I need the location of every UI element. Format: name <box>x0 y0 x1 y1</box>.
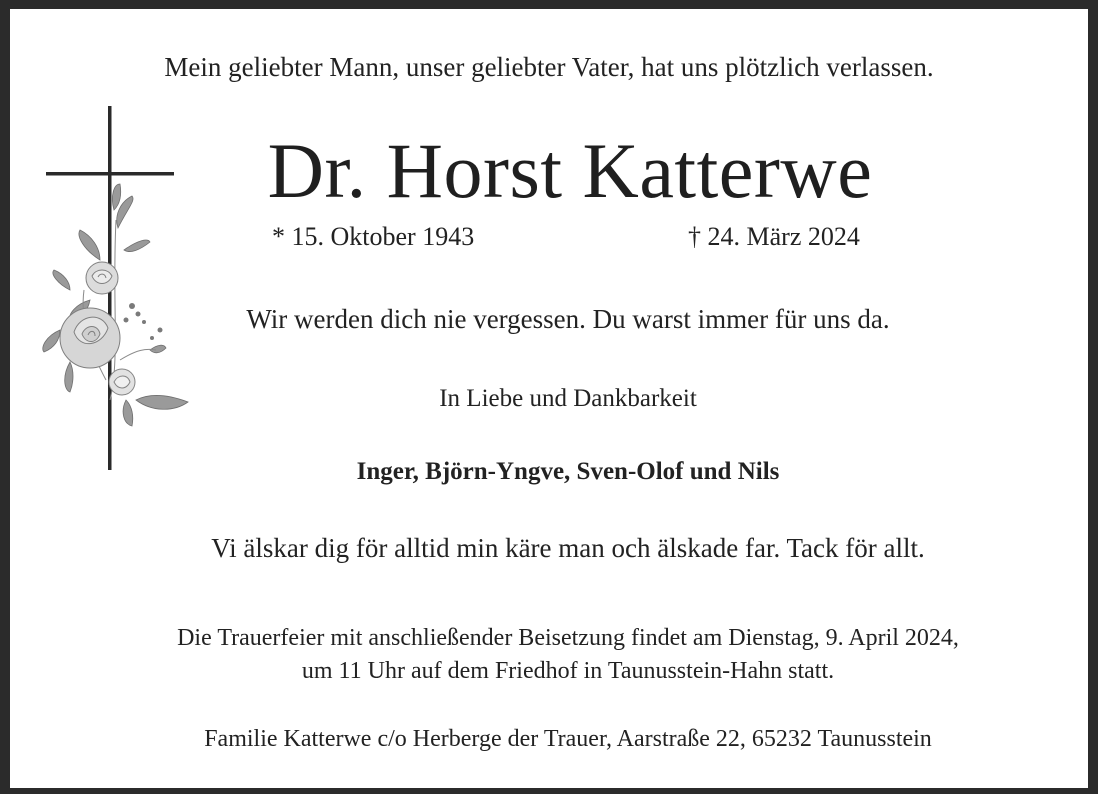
cross-with-roses-icon <box>40 100 200 480</box>
birth-date: * 15. Oktober 1943 <box>272 222 475 251</box>
death-date: † 24. März 2024 <box>688 222 860 251</box>
intro-text: Mein geliebter Mann, unser geliebter Vater, hat uns plötzlich verlassen. <box>164 52 934 82</box>
memorial-quote: Wir werden dich nie vergessen. Du warst immer für uns da. <box>246 304 890 334</box>
deceased-name: Dr. Horst Katterwe <box>267 127 873 214</box>
family-names: Inger, Björn-Yngve, Sven-Olof und Nils <box>356 458 780 485</box>
contact-address: Familie Katterwe c/o Herberge der Trauer, Aarstraße 22, 65232 Taunusstein <box>204 726 932 752</box>
service-info-line-1: Die Trauerfeier mit anschließender Beisetzung findet am Dienstag, 9. April 2024, <box>177 625 959 651</box>
swedish-message: Vi älskar dig för alltid min käre man och älskade far. Tack för allt. <box>211 533 925 563</box>
thanks-line: In Liebe und Dankbarkeit <box>439 385 697 412</box>
service-info-line-2: um 11 Uhr auf dem Friedhof in Taunusstein-Hahn statt. <box>301 658 835 684</box>
